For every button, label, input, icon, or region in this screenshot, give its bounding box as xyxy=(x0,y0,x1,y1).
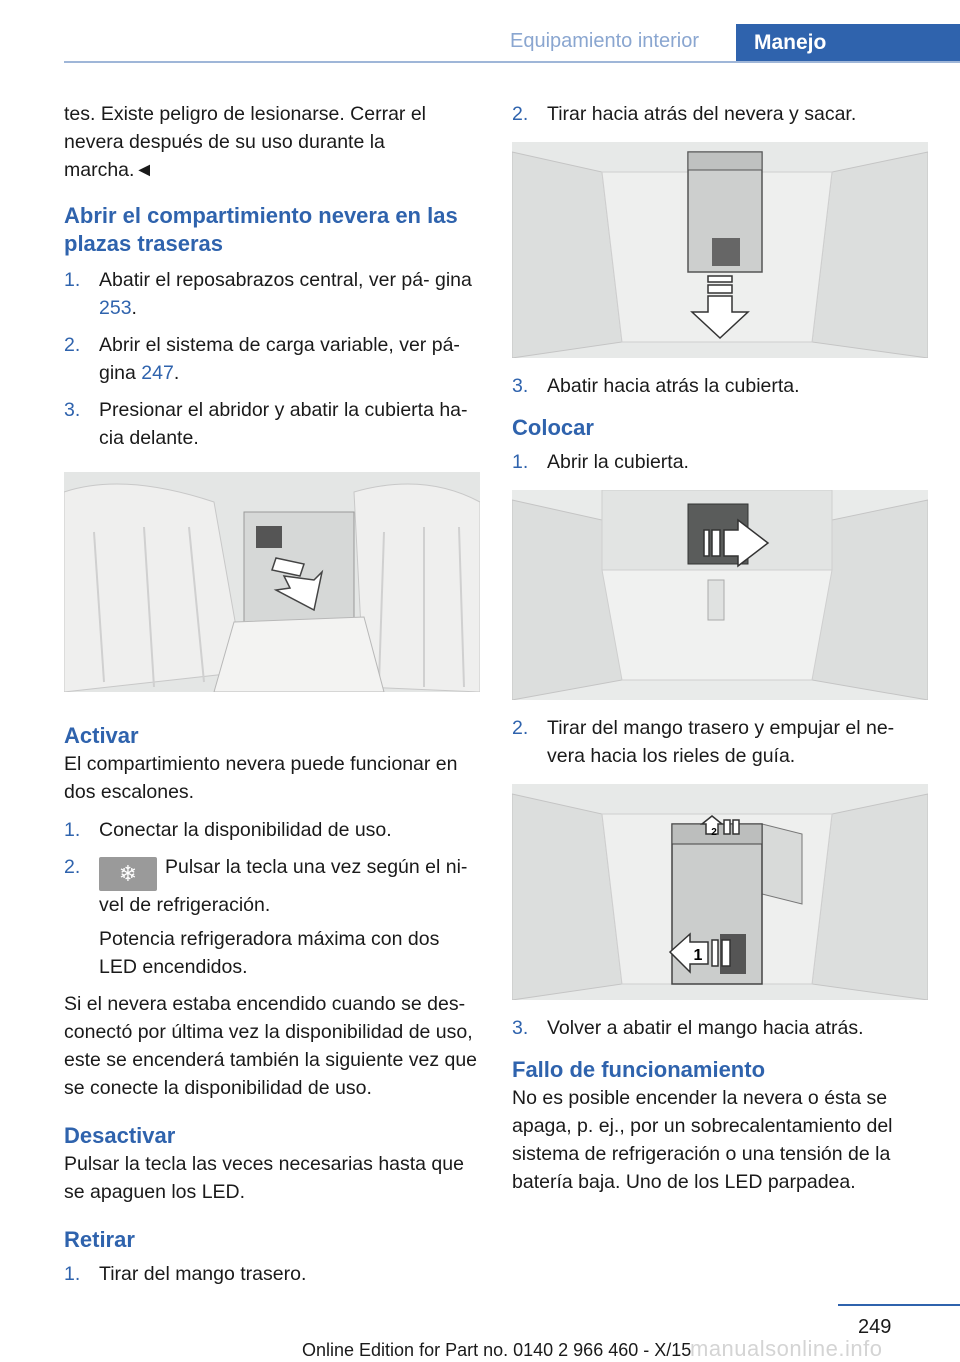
step-number: 2. xyxy=(64,334,81,356)
remove-steps-cont-2 xyxy=(512,372,928,400)
open-cover-figure xyxy=(512,490,928,700)
page-link[interactable]: 253 xyxy=(99,297,132,319)
step-text: Abatir el reposabrazos central, ver pá‐ gina xyxy=(99,269,472,291)
step-number: 1. xyxy=(64,1263,81,1285)
fault-text: No es posible encender la nevera o ésta se apaga, p. ej., por un sobrecalentamiento del sistema de refrigeración o una tensión de la batería baja. Uno de los LED parpadea. xyxy=(512,1087,893,1193)
list-item xyxy=(512,714,928,770)
page-number: 249 xyxy=(858,1316,892,1338)
edition-text: Online Edition for Part no. 0140 2 966 460 - X/15 xyxy=(302,1340,692,1360)
step-number: 1. xyxy=(64,819,81,841)
step-number: 3. xyxy=(512,375,529,397)
step-number: 3. xyxy=(64,399,81,421)
place-steps-list-2 xyxy=(512,714,928,770)
step-text: Tirar del mango trasero. xyxy=(99,1263,307,1285)
activate-text: El compartimiento nevera puede funcionar en dos escalones. xyxy=(64,753,458,803)
snowflake-icon[interactable]: ❄ xyxy=(99,857,157,891)
header-chapter-tab[interactable]: Manejo xyxy=(736,24,960,63)
step-text: Abatir hacia atrás la cubierta. xyxy=(547,375,800,397)
step-text: Volver a abatir el mango hacia atrás. xyxy=(547,1017,864,1039)
step-text: Abrir el sistema de carga variable, ver pá‐ gina xyxy=(99,334,460,384)
callout-2: 2 xyxy=(711,827,717,838)
step-number: 1. xyxy=(64,269,81,291)
list-item xyxy=(64,816,480,844)
step-text: Abrir la cubierta. xyxy=(547,451,689,473)
step-number: 2. xyxy=(512,717,529,739)
place-heading: Colocar xyxy=(512,415,594,440)
list-item xyxy=(64,266,480,322)
rear-seat-armrest-figure xyxy=(64,472,480,692)
step-text: Tirar del mango trasero y empujar el ne‐ vera hacia los rieles de guía. xyxy=(547,717,895,767)
footer-divider xyxy=(838,1304,960,1306)
list-item xyxy=(512,100,928,128)
list-item xyxy=(64,1260,480,1288)
header-divider xyxy=(64,61,960,63)
callout-1: 1 xyxy=(693,947,703,964)
list-item xyxy=(64,331,480,387)
watermark: manualsonline.info xyxy=(690,1336,883,1361)
place-steps-list xyxy=(512,448,928,476)
list-item xyxy=(512,372,928,400)
step-number: 2. xyxy=(64,856,81,878)
remove-steps-cont xyxy=(512,100,928,128)
header-section-title: Equipamiento interior xyxy=(510,30,699,52)
step-number: 1. xyxy=(512,451,529,473)
activate-steps-list xyxy=(64,816,480,981)
cooler-pull-back-figure xyxy=(512,142,928,358)
step-text: Conectar la disponibilidad de uso. xyxy=(99,819,392,841)
place-steps-list-3 xyxy=(512,1014,928,1042)
step-text: Pulsar la tecla una vez según el ni‐ vel de refrigeración. xyxy=(99,856,468,916)
step-number: 2. xyxy=(512,103,529,125)
open-steps-list xyxy=(64,266,480,452)
page-link[interactable]: 247 xyxy=(141,362,174,384)
step-text: Tirar hacia atrás del nevera y sacar. xyxy=(547,103,857,125)
list-item xyxy=(64,396,480,452)
deactivate-heading: Desactivar xyxy=(64,1123,176,1148)
fault-heading: Fallo de funcionamiento xyxy=(512,1057,766,1082)
step-number: 3. xyxy=(512,1017,529,1039)
list-item xyxy=(64,853,480,981)
step-subtext: Potencia refrigeradora máxima con dos LED encendidos. xyxy=(99,928,440,978)
remove-heading: Retirar xyxy=(64,1227,135,1252)
right-column xyxy=(512,100,928,1196)
step-punct: . xyxy=(131,297,137,319)
remove-steps-list xyxy=(64,1260,480,1288)
intro-text: tes. Existe peligro de lesionarse. Cerrar el nevera después de su uso durante la marcha.◄ xyxy=(64,103,426,181)
activate-note: Si el nevera estaba encendido cuando se des‐ conectó por última vez la disponibilidad de uso, este se encenderá también la siguiente vez que se conecte la disponibilidad de uso. xyxy=(64,993,478,1099)
activate-heading: Activar xyxy=(64,723,139,748)
step-text: Presionar el abridor y abatir la cubierta ha‐ cia delante. xyxy=(99,399,468,449)
step-punct: . xyxy=(173,362,180,384)
insert-cooler-figure xyxy=(512,784,928,1000)
list-item xyxy=(512,448,928,476)
open-heading: Abrir el compartimiento nevera en las plazas traseras xyxy=(64,203,458,256)
deactivate-text: Pulsar la tecla las veces necesarias hasta que se apaguen los LED. xyxy=(64,1153,464,1203)
list-item xyxy=(512,1014,928,1042)
left-column xyxy=(64,100,480,1297)
